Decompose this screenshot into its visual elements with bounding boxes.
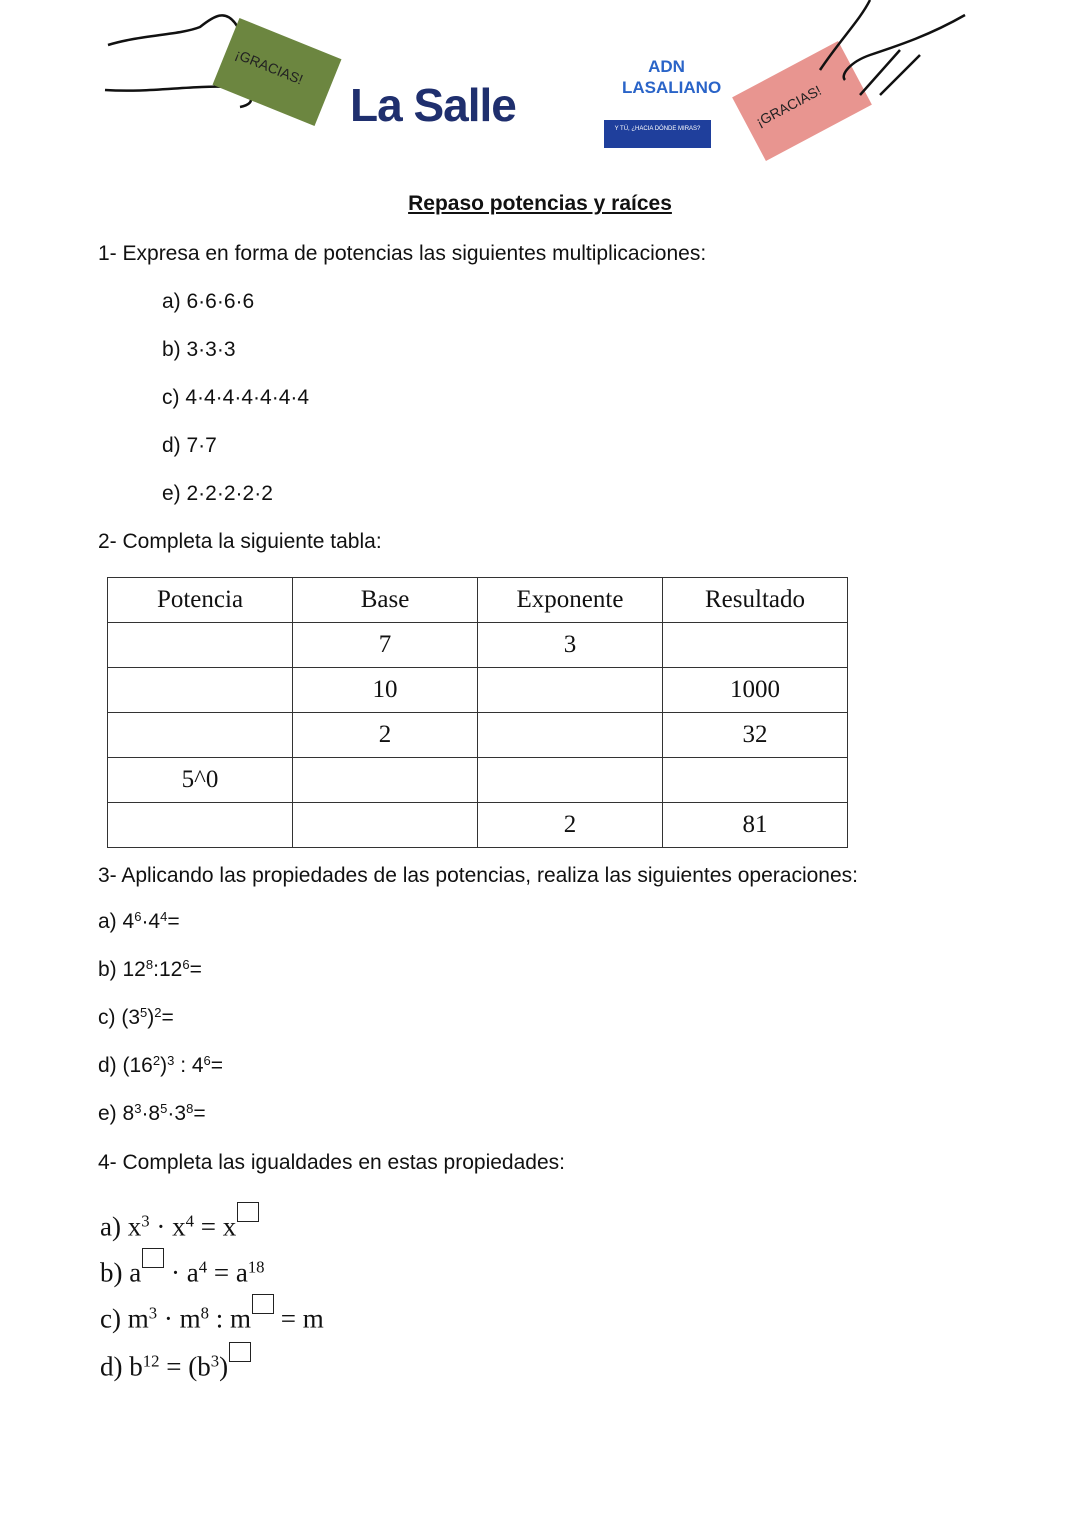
expr-text: :12	[153, 958, 183, 981]
exponent: 2	[154, 1004, 162, 1020]
table-header-cell: Exponente	[478, 578, 663, 623]
exponent: 2	[152, 1052, 161, 1068]
question-3: 3- Aplicando las propiedades de las potencias, realiza las siguientes operaciones:	[98, 864, 858, 887]
q4-item	[100, 1294, 324, 1336]
table-cell[interactable]	[478, 668, 663, 713]
q3-item	[98, 956, 202, 984]
expr-text: = (b	[159, 1351, 211, 1382]
gracias-card-text: ¡GRACIAS!	[233, 45, 306, 88]
expr-text: c) m	[100, 1303, 149, 1334]
page-title: Repaso potencias y raíces	[408, 192, 672, 215]
question-4: 4- Completa las igualdades en estas propiedades:	[98, 1151, 565, 1174]
expr-text: a) 4	[98, 910, 135, 933]
table-header-cell: Resultado	[663, 578, 848, 623]
expr-text: c) (3	[98, 1006, 140, 1029]
table-row	[108, 758, 848, 803]
table-cell[interactable]	[478, 713, 663, 758]
exponent: 12	[142, 1351, 160, 1371]
table-header-cell: Potencia	[108, 578, 293, 623]
expr-text: = m	[274, 1303, 324, 1334]
exponent: 3	[167, 1052, 175, 1068]
answer-box[interactable]	[142, 1248, 164, 1268]
exponent: 4	[198, 1257, 208, 1277]
q1-item: c) 4·4·4·4·4·4·4	[162, 386, 310, 409]
table-row	[108, 713, 848, 758]
table-cell[interactable]	[293, 803, 478, 848]
expr-text: )	[160, 1054, 168, 1077]
table-cell: 3	[478, 623, 663, 668]
exponent: 3	[148, 1303, 158, 1323]
table-cell[interactable]	[663, 758, 848, 803]
table-cell: 2	[478, 803, 663, 848]
q1-item: a) 6·6·6·6	[162, 290, 255, 313]
exponent: 6	[203, 1052, 211, 1068]
exponent: 6	[182, 956, 190, 972]
q1-item: e) 2·2·2·2·2	[162, 482, 273, 505]
q3-item	[98, 1004, 174, 1032]
table-cell: 2	[293, 713, 478, 758]
expr-text: )	[147, 1006, 155, 1029]
adn-lasaliano-logo	[604, 42, 722, 149]
expr-text: = a	[207, 1257, 248, 1288]
expr-text: b) a	[100, 1257, 142, 1288]
table-cell: 81	[663, 803, 848, 848]
table-cell[interactable]	[108, 713, 293, 758]
table-header-cell: Base	[293, 578, 478, 623]
q4-item	[100, 1202, 259, 1244]
table-cell[interactable]	[663, 623, 848, 668]
expr-text: =	[193, 1102, 206, 1125]
exponent: 3	[134, 1100, 142, 1116]
answer-box[interactable]	[237, 1202, 259, 1222]
table-cell[interactable]	[108, 623, 293, 668]
exponent: 5	[140, 1004, 148, 1020]
powers-table	[107, 577, 848, 848]
table-cell[interactable]	[293, 758, 478, 803]
expr-text: =	[161, 1006, 174, 1029]
expr-text: : m	[208, 1303, 251, 1334]
exponent: 4	[185, 1211, 194, 1231]
question-1: 1- Expresa en forma de potencias las siguientes multiplicaciones:	[98, 242, 707, 265]
expr-text: =	[210, 1054, 224, 1077]
table-cell: 32	[663, 713, 848, 758]
expr-text: =	[189, 958, 202, 981]
expr-text: ·8	[141, 1102, 161, 1125]
expr-text: b) 12	[98, 958, 146, 981]
expr-text: a) x	[100, 1211, 142, 1242]
q3-item	[98, 1052, 223, 1080]
exponent: 3	[210, 1351, 220, 1371]
answer-box[interactable]	[229, 1342, 251, 1362]
expr-text: · x	[149, 1211, 186, 1242]
answer-box[interactable]	[252, 1294, 274, 1314]
q3-item	[98, 908, 180, 936]
q4-item	[100, 1342, 251, 1384]
exponent: 4	[160, 908, 168, 924]
table-cell[interactable]	[478, 758, 663, 803]
adn-tagline: Y TÚ, ¿HACIA DÓNDE MIRAS?	[604, 120, 711, 148]
adn-logo-text: ADN LASALIANO	[622, 57, 722, 97]
table-cell: 7	[293, 623, 478, 668]
exponent: 6	[134, 908, 142, 924]
expr-text: = x	[193, 1211, 237, 1242]
expr-text: d) (16	[98, 1054, 153, 1077]
expr-text: · a	[164, 1257, 199, 1288]
table-cell: 1000	[663, 668, 848, 713]
exponent: 3	[141, 1211, 150, 1231]
q3-item	[98, 1100, 206, 1128]
table-row	[108, 668, 848, 713]
expr-text: d) b	[100, 1351, 143, 1382]
table-cell: 10	[293, 668, 478, 713]
table-cell: 5^0	[108, 758, 293, 803]
expr-text: · m	[157, 1303, 201, 1334]
expr-text: )	[219, 1351, 229, 1382]
expr-text: =	[167, 910, 180, 933]
gracias-card-text: ¡GRACIAS!	[753, 82, 824, 130]
expr-text: ·4	[141, 910, 161, 933]
q1-item: d) 7·7	[162, 434, 217, 457]
question-2: 2- Completa la siguiente tabla:	[98, 530, 382, 553]
exponent: 8	[186, 1100, 194, 1116]
expr-text: : 4	[174, 1054, 204, 1077]
expr-text: e) 8	[98, 1102, 135, 1125]
expr-text: ·3	[167, 1102, 187, 1125]
table-row	[108, 803, 848, 848]
exponent: 18	[247, 1257, 265, 1277]
q1-item: b) 3·3·3	[162, 338, 236, 361]
hand-right-illustration	[800, 0, 980, 110]
exponent: 8	[200, 1303, 209, 1323]
table-row	[108, 623, 848, 668]
q4-item	[100, 1248, 265, 1290]
table-cell[interactable]	[108, 803, 293, 848]
exponent: 5	[160, 1100, 168, 1116]
exponent: 8	[145, 956, 154, 972]
table-cell[interactable]	[108, 668, 293, 713]
lasalle-logo: La Salle	[350, 79, 516, 131]
